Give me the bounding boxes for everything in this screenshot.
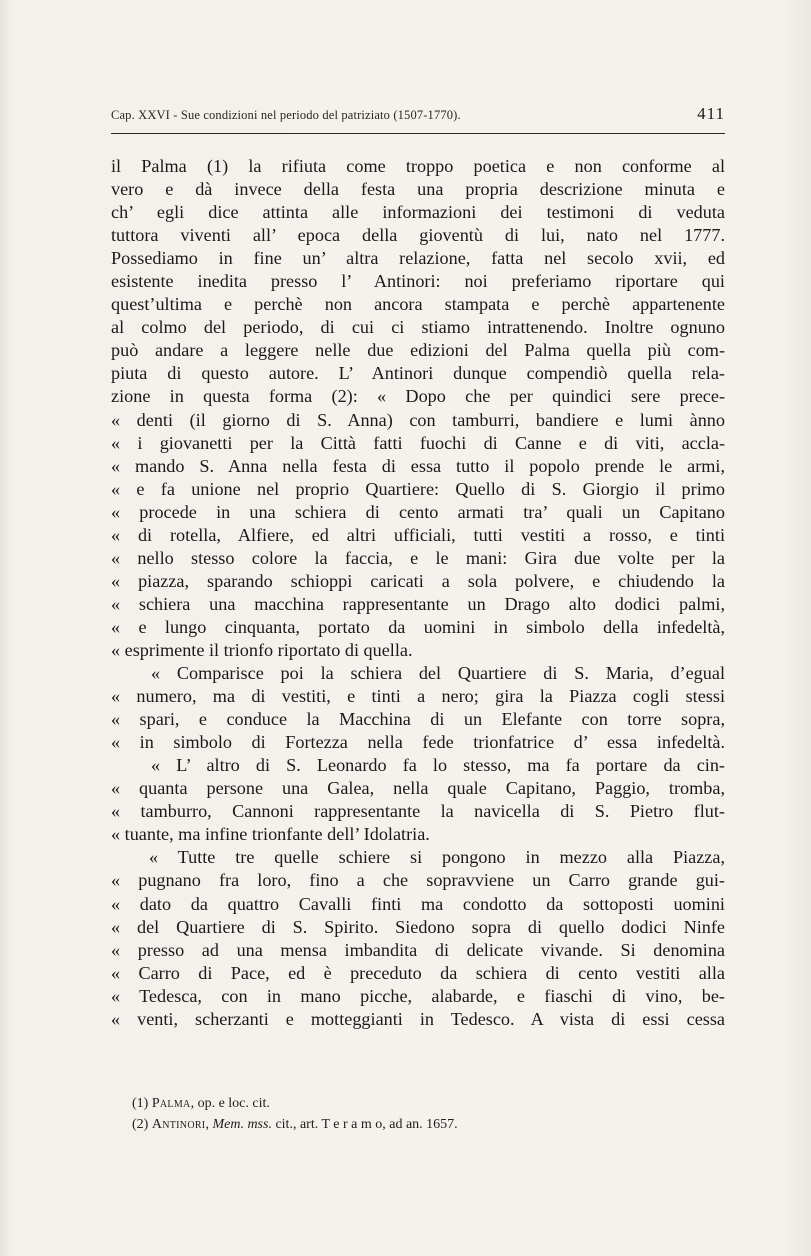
text-line: « procede in una schiera di cento armati tra’ quali un Capitano	[111, 501, 725, 522]
text-line: « quanta persone una Galea, nella quale Capitano, Paggio, tromba,	[111, 778, 725, 799]
text-line: « e lungo cinquanta, portato da uomini in simbolo della infedeltà,	[111, 616, 725, 637]
text-line: ch’ egli dice attinta alle informazioni dei testimoni di veduta	[111, 202, 725, 223]
text-line: « pugnano fra loro, fino a che sopravviene un Carro grande gui-	[111, 870, 725, 891]
text-line: « mando S. Anna nella festa di essa tutto il popolo prende le armi,	[111, 455, 725, 476]
text-line: « tuante, ma infine trionfante dell’ Idolatria.	[111, 824, 430, 845]
text-line: « Carro di Pace, ed è preceduto da schiera di cento vestiti alla	[111, 962, 725, 983]
text-line: « nello stesso colore la faccia, e le mani: Gira due volte per la	[111, 547, 725, 568]
running-head: Cap. XXVI - Sue condizioni nel periodo del patriziato (1507-1770).	[111, 108, 461, 122]
footnote-number: (2)	[132, 1117, 149, 1132]
footnote-citation: , op. e loc. cit.	[190, 1096, 270, 1111]
text-line: quest’ultima e perchè non ancora stampata e perchè appartenente	[111, 294, 725, 315]
text-line: al colmo del periodo, di cui ci stiamo intrattenendo. Inoltre ognuno	[111, 317, 725, 338]
text-line: « del Quartiere di S. Spirito. Siedono sopra di quello dodici Ninfe	[111, 916, 725, 937]
text-line: « tamburro, Cannoni rappresentante la navicella di S. Pietro flut-	[111, 801, 725, 822]
text-line: « i giovanetti per la Città fatti fuochi di Canne e di viti, accla-	[111, 432, 725, 453]
footnote-author: Antinori	[151, 1117, 206, 1132]
text-line: « denti (il giorno di S. Anna) con tamburri, bandiere e lumi ànno	[111, 409, 725, 430]
footnote-citation: cit., art. T e r a m o, ad an. 1657.	[271, 1117, 458, 1132]
text-line: Possediamo in fine un’ altra relazione, fatta nel secolo xvii, ed	[111, 248, 725, 269]
text-line: « di rotella, Alfiere, ed altri ufficiali, tutti vestiti a rosso, e tinti	[111, 524, 725, 545]
text-line: « e fa unione nel proprio Quartiere: Quello di S. Giorgio il primo	[111, 478, 725, 499]
text-line: « piazza, sparando schioppi caricati a sola polvere, e chiudendo la	[111, 570, 725, 591]
text-line: zione in questa forma (2): « Dopo che per quindici sere prece-	[111, 386, 725, 407]
text-line: « L’ altro di S. Leonardo fa lo stesso, ma fa portare da cin-	[151, 755, 725, 776]
footnote-work-title: Mem. mss.	[212, 1117, 272, 1132]
footnote-separator: ,	[205, 1117, 213, 1132]
text-line: « in simbolo di Fortezza nella fede trionfatrice d’ essa infedeltà.	[111, 732, 725, 753]
page-number: 411	[697, 104, 725, 123]
text-line: « Tutte tre quelle schiere si pongono in mezzo alla Piazza,	[149, 847, 725, 868]
text-line: « venti, scherzanti e motteggianti in Tedesco. A vista di essi cessa	[111, 1008, 725, 1029]
footnotes	[132, 1093, 712, 1135]
footnote-2	[132, 1114, 712, 1135]
page-header	[111, 104, 725, 130]
footnote-number: (1)	[132, 1096, 149, 1111]
text-line: piuta di questo autore. L’ Antinori dunque compendiò quella rela-	[111, 363, 725, 384]
text-line: « presso ad una mensa imbandita di delicate vivande. Si denomina	[111, 939, 725, 960]
text-line: tuttora viventi all’ epoca della gioventù di lui, nato nel 1777.	[111, 225, 725, 246]
footnote-1	[132, 1093, 712, 1114]
body-text	[111, 155, 725, 1031]
text-line: vero e dà invece della festa una propria descrizione minuta e	[111, 179, 725, 200]
text-line: il Palma (1) la rifiuta come troppo poetica e non conforme al	[111, 156, 725, 176]
text-line: « spari, e conduce la Macchina di un Elefante con torre sopra,	[111, 709, 725, 730]
text-line: « numero, ma di vestiti, e tinti a nero; gira la Piazza cogli stessi	[111, 686, 725, 707]
text-line: « dato da quattro Cavalli finti ma condotto da sottoposti uomini	[111, 893, 725, 914]
text-line: « schiera una macchina rappresentante un Drago alto dodici palmi,	[111, 593, 725, 614]
text-line: « Comparisce poi la schiera del Quartiere di S. Maria, d’egual	[151, 663, 725, 684]
text-line: « esprimente il trionfo riportato di quella.	[111, 639, 413, 660]
text-line: « Tedesca, con in mano picche, alabarde, e fiaschi di vino, be-	[111, 985, 725, 1006]
footnote-author: Palma	[151, 1096, 191, 1111]
text-line: può andare a leggere nelle due edizioni del Palma quella più com-	[111, 340, 725, 361]
header-rule	[111, 133, 725, 134]
text-line: esistente inedita presso l’ Antinori: noi preferiamo riportare qui	[111, 271, 725, 292]
